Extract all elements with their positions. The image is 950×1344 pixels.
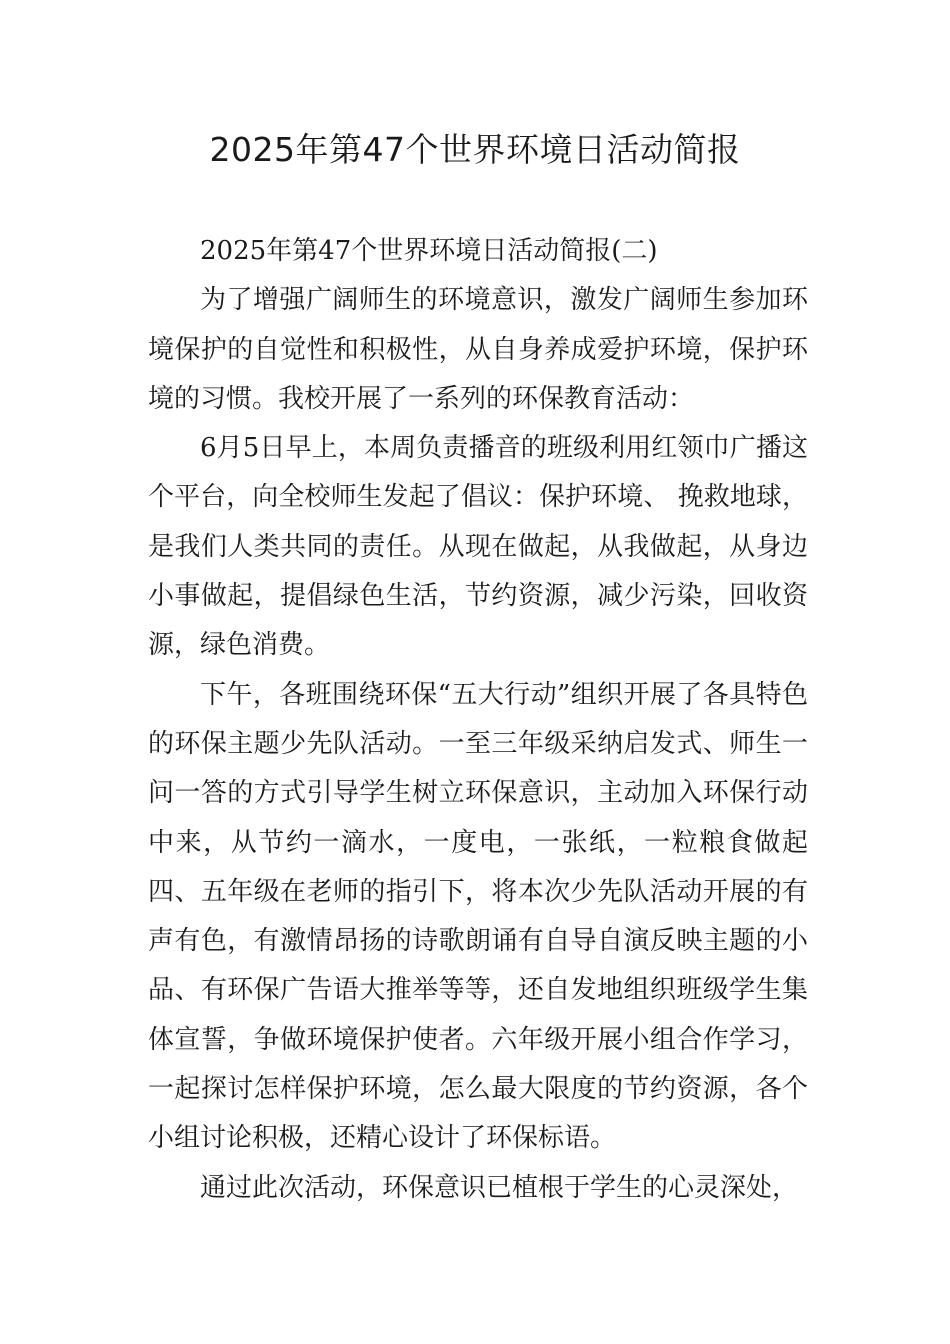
document-title: 2025年第47个世界环境日活动简报 (209, 130, 741, 169)
morning-broadcast-paragraph: 6月5日早上，本周负责播音的班级利用红领巾广播这个平台，向全校师生发起了倡议：保护环境、 挽救地球，是我们人类共同的责任。从现在做起，从我做起，从身边小事做起，提倡绿色生活，节约资源，减少污染，回收资源，绿色消费。 (148, 433, 808, 661)
intro-paragraph: 为了增强广阔师生的环境意识，激发广阔师生参加环境保护的自觉性和积极性，从自身养成爱护环境，保护环境的习惯。我校开展了一系列的环保教育活动： (148, 285, 808, 414)
document-body (148, 227, 808, 1213)
afternoon-activities-paragraph: 下午，各班围绕环保“五大行动”组织开展了各具特色的环保主题少先队活动。一至三年级采纳启发式、师生一问一答的方式引导学生树立环保意识，主动加入环保行动中来，从节约一滴水，一度电，一张纸，一粒粮食做起四、五年级在老师的指引下，将本次少先队活动开展的有声有色，有激情昂扬的诗歌朗诵有自导自演反映主题的小品、有环保广告语大推举等等，还自发地组织班级学生集体宣誓，争做环境保护使者。六年级开展小组合作学习，一起探讨怎样保护环境，怎么最大限度的节约资源，各个小组讨论积极，还精心设计了环保标语。 (148, 679, 808, 1154)
subtitle-paragraph: 2025年第47个世界环境日活动简报(二) (200, 236, 658, 266)
conclusion-paragraph: 通过此次活动，环保意识已植根于学生的心灵深处， (200, 1172, 799, 1203)
